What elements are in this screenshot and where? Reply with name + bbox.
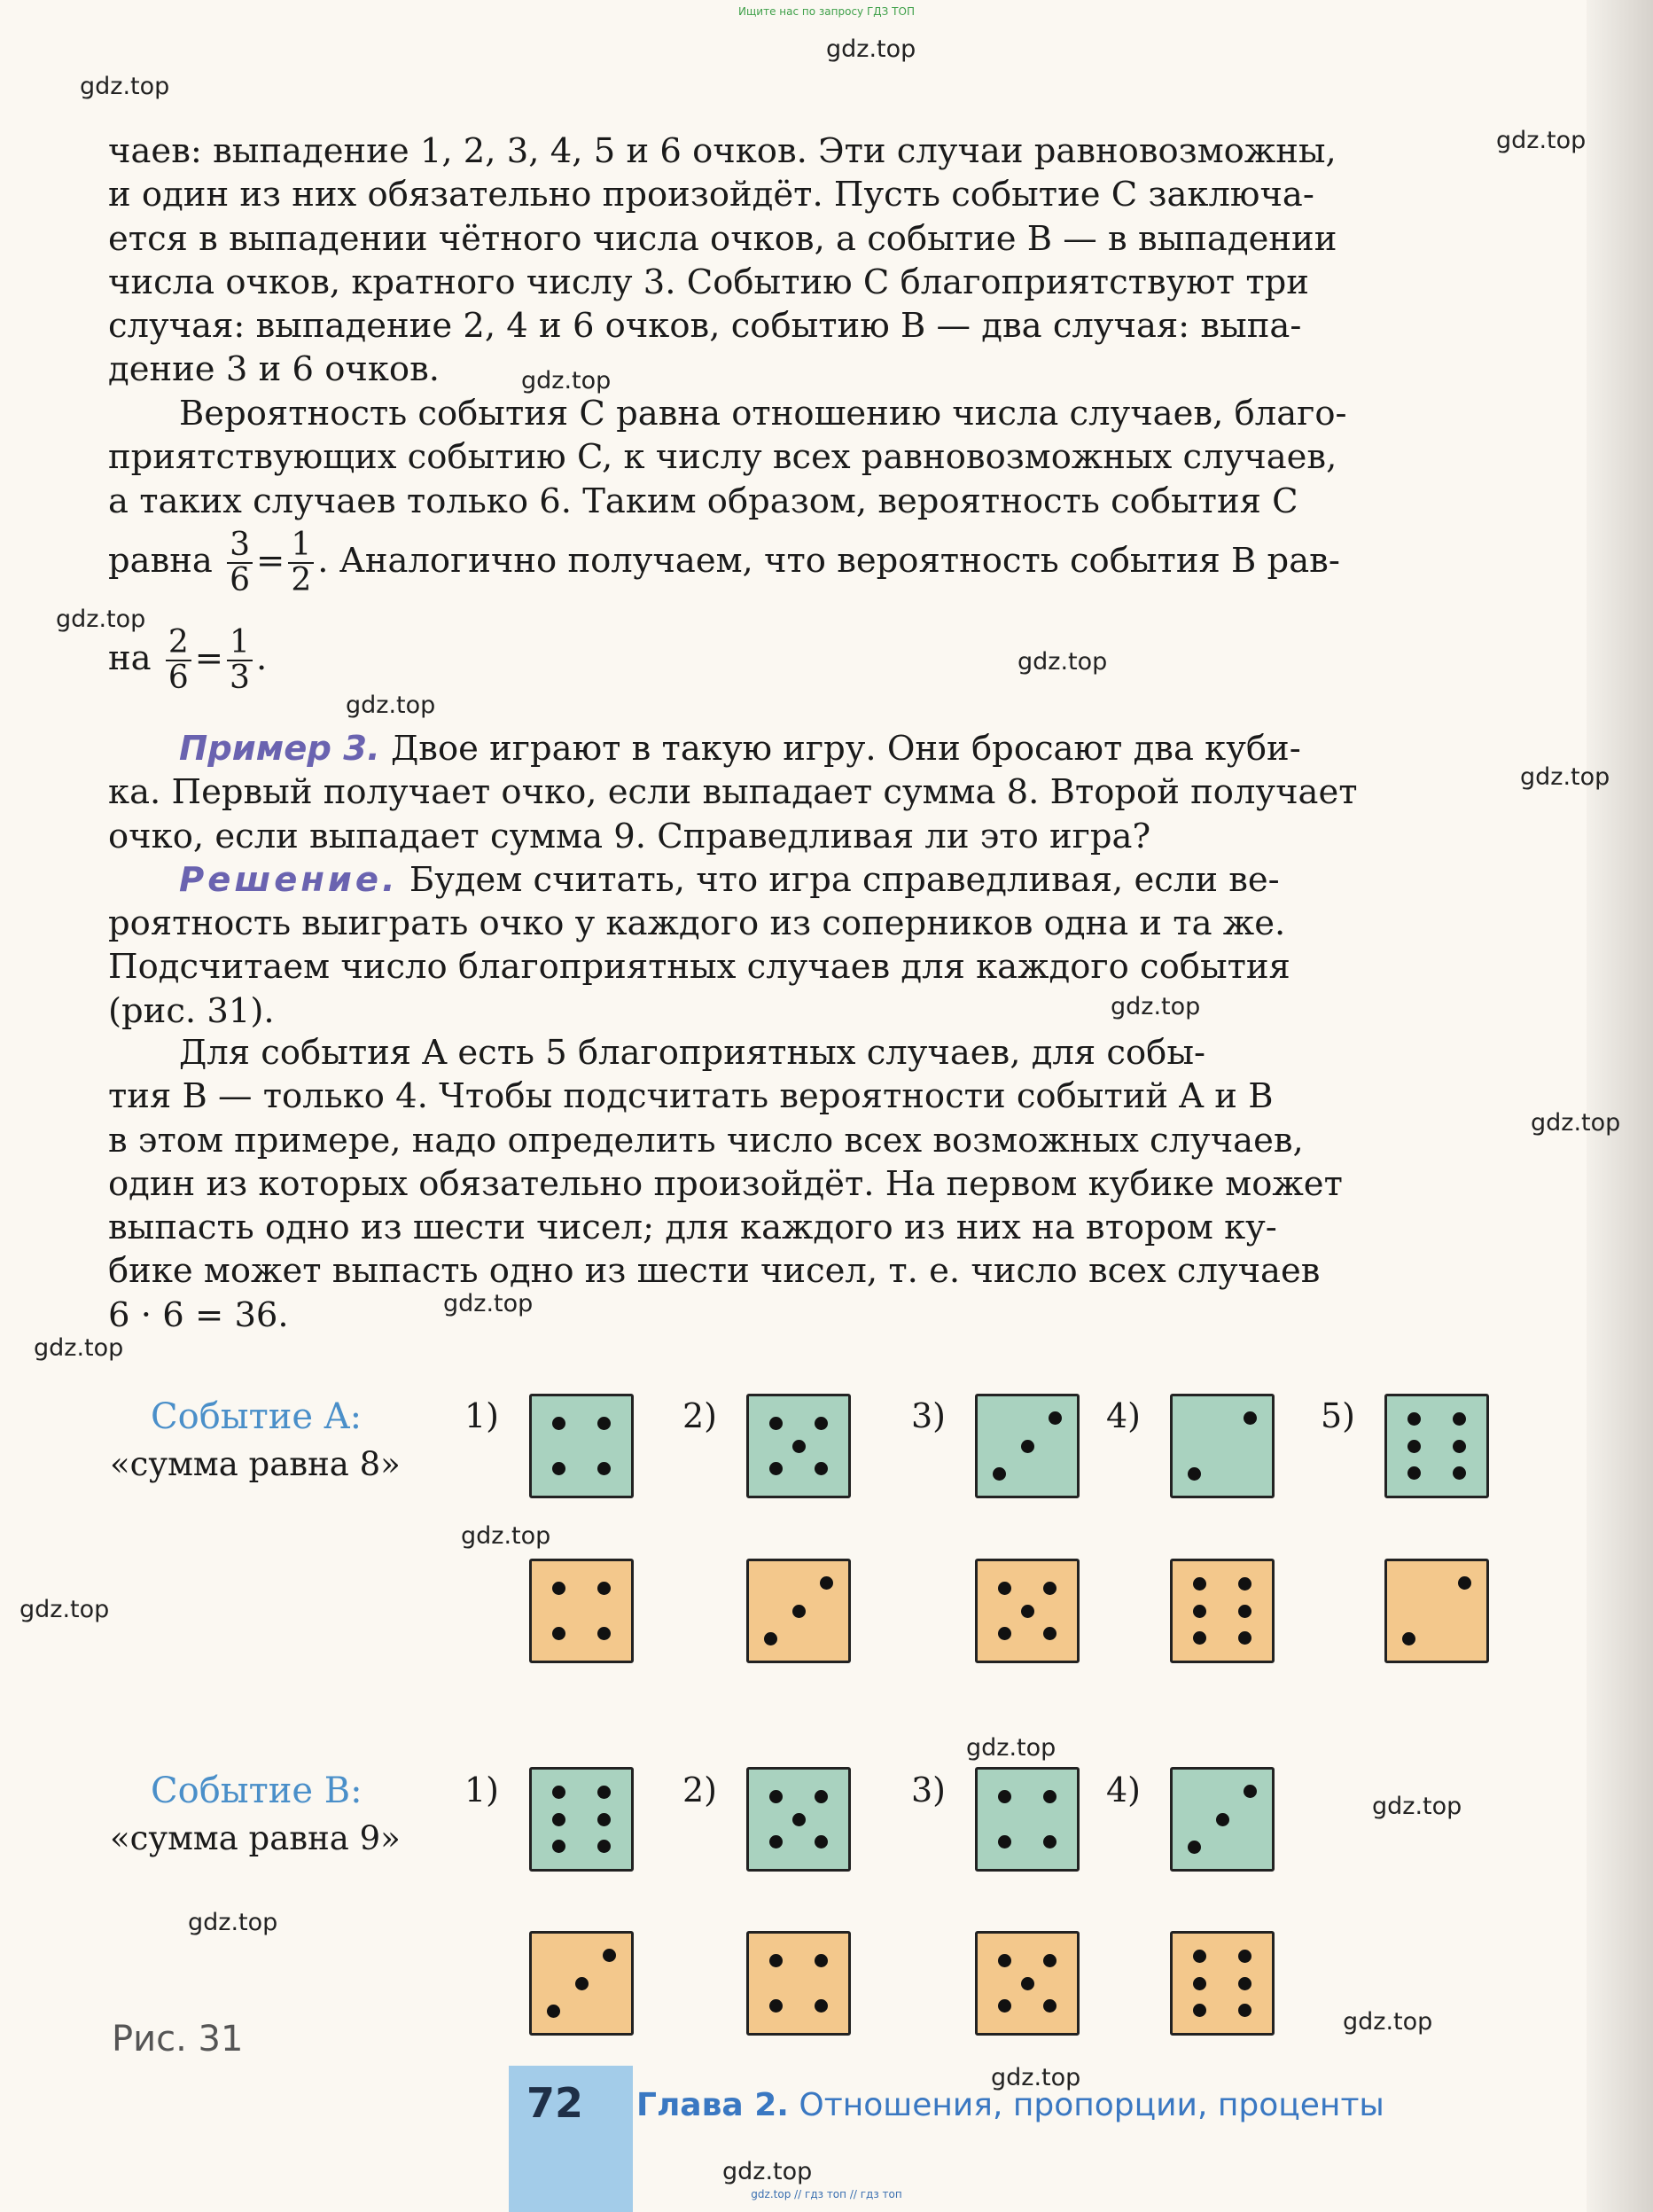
- fraction-denominator: 2: [291, 562, 312, 598]
- die-pip: [1193, 1977, 1206, 1990]
- die-pip: [1407, 1440, 1421, 1453]
- text-fragment: Будем считать, что игра справедливая, если ве-: [409, 859, 1280, 900]
- die-pip: [1238, 1950, 1251, 1963]
- die-pip: [1043, 1790, 1057, 1803]
- event-a-label: Событие A:: [151, 1396, 363, 1437]
- second-die: [975, 1559, 1080, 1663]
- text-line: чаев: выпадение 1, 2, 3, 4, 5 и 6 очков. Эти случаи равновозможны,: [108, 131, 1337, 171]
- die-pip: [792, 1605, 806, 1618]
- die-pip: [1453, 1440, 1466, 1453]
- die-pip: [597, 1627, 611, 1640]
- die-pip: [769, 1417, 783, 1430]
- second-die: [746, 1931, 851, 2036]
- watermark: gdz.top: [188, 1909, 278, 1936]
- watermark: gdz.top: [1018, 648, 1108, 676]
- fraction-numerator: 1: [288, 528, 314, 564]
- probability-line-b: [108, 626, 1504, 695]
- die-pip: [1407, 1466, 1421, 1480]
- die-pip: [552, 1582, 565, 1595]
- second-die: [1170, 1559, 1275, 1663]
- text-line: тия B — только 4. Чтобы подсчитать вероятности событий A и B: [108, 1076, 1274, 1117]
- die-pip: [792, 1440, 806, 1453]
- watermark: gdz.top: [1343, 2008, 1433, 2036]
- die-pip: [575, 1977, 589, 1990]
- die-pip: [547, 2005, 560, 2018]
- die-pip: [1216, 1813, 1229, 1826]
- case-number: 1): [464, 1396, 500, 1435]
- text-line: 6 · 6 = 36.: [108, 1294, 289, 1335]
- text-line: Для события A есть 5 благоприятных случаев, для собы-: [179, 1033, 1205, 1073]
- die-pip: [769, 1835, 783, 1849]
- text-line: дение 3 и 6 очков.: [108, 349, 440, 390]
- fraction: [166, 626, 191, 695]
- case-number: 2): [682, 1770, 718, 1809]
- watermark: gdz.top: [991, 2064, 1081, 2091]
- chapter-name: Отношения, пропорции, проценты: [799, 2087, 1384, 2123]
- die-pip: [1049, 1411, 1062, 1425]
- watermark: gdz.top: [722, 2158, 813, 2185]
- equals-sign: =: [194, 638, 224, 678]
- text-line: Подсчитаем число благоприятных случаев для каждого события: [108, 947, 1290, 988]
- die-pip: [1238, 1577, 1251, 1591]
- text-line: числа очков, кратного числу 3. Событию C благоприятствуют три: [108, 262, 1309, 302]
- die-pip: [552, 1462, 565, 1475]
- first-die: [1384, 1394, 1489, 1498]
- die-pip: [792, 1813, 806, 1826]
- watermark: gdz.top: [1111, 993, 1201, 1020]
- watermark: gdz.top: [443, 1290, 534, 1317]
- text-line: ка. Первый получает очко, если выпадает сумма 8. Второй получает: [108, 772, 1358, 813]
- die-pip: [1193, 1950, 1206, 1963]
- die-pip: [1188, 1841, 1201, 1854]
- event-b-description: «сумма равна 9»: [110, 1819, 401, 1857]
- die-pip: [597, 1813, 611, 1826]
- event-b-label: Событие B:: [151, 1770, 363, 1811]
- first-die: [975, 1394, 1080, 1498]
- die-pip: [552, 1813, 565, 1826]
- die-pip: [769, 1462, 783, 1475]
- first-die: [529, 1394, 634, 1498]
- case-number: 4): [1106, 1396, 1142, 1435]
- die-pip: [769, 1790, 783, 1803]
- die-pip: [597, 1462, 611, 1475]
- die-pip: [1238, 1605, 1251, 1618]
- watermark: gdz.top: [19, 1596, 110, 1623]
- die-pip: [1453, 1466, 1466, 1480]
- text-line: (рис. 31).: [108, 990, 275, 1031]
- text-line: выпасть одно из шести чисел; для каждого из них на втором ку-: [108, 1208, 1277, 1248]
- die-pip: [1407, 1412, 1421, 1426]
- paragraph-2: [108, 392, 1504, 523]
- text-line: очко, если выпадает сумма 9. Справедливая ли это игра?: [108, 816, 1151, 856]
- die-pip: [1244, 1411, 1257, 1425]
- die-pip: [1043, 1999, 1057, 2013]
- second-die: [1384, 1559, 1489, 1663]
- die-pip: [552, 1840, 565, 1853]
- case-number: 5): [1321, 1396, 1356, 1435]
- die-pip: [769, 1999, 783, 2013]
- paragraph-3: [108, 1031, 1504, 1337]
- paragraph-1: [108, 129, 1504, 392]
- first-die: [529, 1767, 634, 1872]
- die-pip: [1244, 1785, 1257, 1798]
- die-pip: [815, 1999, 828, 2013]
- die-pip: [1458, 1576, 1471, 1590]
- text-line: а таких случаев только 6. Таким образом, вероятность события C: [108, 481, 1298, 521]
- die-pip: [1238, 1631, 1251, 1645]
- watermark: gdz.top: [1496, 127, 1587, 154]
- watermark: gdz.top: [1372, 1793, 1462, 1820]
- die-pip: [552, 1417, 565, 1430]
- equals-sign: =: [256, 541, 285, 581]
- die-pip: [1453, 1412, 1466, 1426]
- first-die: [1170, 1767, 1275, 1872]
- second-die: [746, 1559, 851, 1663]
- page-edge-shadow: [1587, 0, 1653, 2212]
- die-pip: [603, 1949, 616, 1962]
- second-die: [529, 1559, 634, 1663]
- case-number: 3): [911, 1396, 947, 1435]
- page-number: 72: [526, 2079, 584, 2127]
- die-pip: [1193, 1577, 1206, 1591]
- figure-caption: Рис. 31: [112, 2019, 244, 2060]
- die-pip: [769, 1954, 783, 1967]
- text-line: один из которых обязательно произойдёт. На первом кубике может: [108, 1163, 1343, 1204]
- die-pip: [820, 1576, 833, 1590]
- die-pip: [815, 1954, 828, 1967]
- example-3: [108, 727, 1504, 1033]
- text-line: случая: выпадение 2, 4 и 6 очков, событию B — два случая: выпа-: [108, 306, 1302, 347]
- fraction: [288, 528, 314, 598]
- watermark: gdz.top: [1531, 1109, 1621, 1137]
- die-pip: [1021, 1605, 1034, 1618]
- die-pip: [815, 1417, 828, 1430]
- die-pip: [1043, 1954, 1057, 1967]
- second-die: [975, 1931, 1080, 2036]
- die-pip: [998, 1627, 1011, 1640]
- second-die: [1170, 1931, 1275, 2036]
- die-pip: [993, 1467, 1006, 1481]
- die-pip: [1193, 1631, 1206, 1645]
- die-pip: [1238, 1977, 1251, 1990]
- text-line: бике может выпасть одно из шести чисел, т. е. число всех случаев: [108, 1251, 1321, 1292]
- fraction: [227, 626, 253, 695]
- text-line: ется в выпадении чётного числа очков, а событие B — в выпадении: [108, 218, 1337, 259]
- first-die: [746, 1394, 851, 1498]
- text-fragment: Двое играют в такую игру. Они бросают два куби-: [390, 729, 1301, 769]
- chapter-title: [636, 2087, 1384, 2123]
- die-pip: [998, 1790, 1011, 1803]
- text-fragment: . Аналогично получаем, что вероятность события B рав-: [317, 541, 1340, 581]
- watermark: gdz.top: [461, 1522, 551, 1550]
- fraction-numerator: 3: [227, 528, 253, 564]
- first-die: [746, 1767, 851, 1872]
- text-fragment: на: [108, 638, 152, 678]
- die-pip: [1043, 1582, 1057, 1595]
- die-pip: [1402, 1632, 1415, 1645]
- text-line: Вероятность события C равна отношению числа случаев, благо-: [179, 394, 1347, 434]
- first-die: [975, 1767, 1080, 1872]
- die-pip: [552, 1786, 565, 1799]
- case-number: 2): [682, 1396, 718, 1435]
- text-line: [108, 727, 1504, 770]
- case-number: 3): [911, 1770, 947, 1809]
- die-pip: [597, 1582, 611, 1595]
- fraction-denominator: 6: [168, 660, 189, 696]
- die-pip: [1043, 1627, 1057, 1640]
- case-number: 1): [464, 1770, 500, 1809]
- fraction-numerator: 2: [166, 626, 191, 661]
- probability-line-c: [108, 528, 1504, 598]
- text-line: роятность выиграть очко у каждого из соперников одна и та же.: [108, 903, 1286, 944]
- die-pip: [1193, 1605, 1206, 1618]
- die-pip: [1021, 1440, 1034, 1453]
- watermark: gdz.top: [826, 35, 916, 63]
- first-die: [1170, 1394, 1275, 1498]
- fraction: [227, 528, 253, 598]
- example-heading: Пример 3.: [179, 729, 380, 769]
- die-pip: [815, 1462, 828, 1475]
- text-line: в этом примере, надо определить число всех возможных случаев,: [108, 1120, 1304, 1161]
- watermark: gdz.top: [1520, 763, 1610, 791]
- die-pip: [815, 1790, 828, 1803]
- top-note: Ищите нас по запросу ГДЗ ТОП: [738, 5, 915, 18]
- fraction-denominator: 6: [230, 562, 251, 598]
- die-pip: [998, 1582, 1011, 1595]
- die-pip: [1238, 2004, 1251, 2017]
- die-pip: [1021, 1977, 1034, 1990]
- die-pip: [764, 1632, 777, 1645]
- die-pip: [1043, 1835, 1057, 1849]
- watermark: gdz.top: [34, 1334, 124, 1362]
- die-pip: [998, 1835, 1011, 1849]
- watermark: gdz.top: [80, 73, 170, 100]
- text-line: приятствующих событию C, к числу всех равновозможных случаев,: [108, 437, 1337, 478]
- fraction-denominator: 3: [230, 660, 250, 696]
- die-pip: [1188, 1467, 1201, 1481]
- die-pip: [815, 1835, 828, 1849]
- text-line: [108, 858, 1504, 902]
- die-pip: [597, 1417, 611, 1430]
- text-line: и один из них обязательно произойдёт. Пусть событие C заключа-: [108, 175, 1314, 215]
- die-pip: [597, 1840, 611, 1853]
- text-fragment: равна: [108, 541, 213, 581]
- bottom-note: gdz.top // гдз топ // гдз топ: [751, 2188, 902, 2200]
- die-pip: [998, 1954, 1011, 1967]
- die-pip: [552, 1627, 565, 1640]
- solution-heading: Решение.: [179, 859, 399, 900]
- watermark: gdz.top: [521, 367, 612, 395]
- chapter-label: Глава 2.: [636, 2087, 789, 2123]
- die-pip: [1193, 2004, 1206, 2017]
- case-number: 4): [1106, 1770, 1142, 1809]
- second-die: [529, 1931, 634, 2036]
- watermark: gdz.top: [966, 1734, 1057, 1762]
- watermark: gdz.top: [346, 692, 436, 719]
- fraction-numerator: 1: [227, 626, 253, 661]
- watermark: gdz.top: [56, 606, 146, 633]
- text-fragment: .: [255, 638, 268, 678]
- die-pip: [597, 1786, 611, 1799]
- event-a-description: «сумма равна 8»: [110, 1445, 401, 1483]
- die-pip: [998, 1999, 1011, 2013]
